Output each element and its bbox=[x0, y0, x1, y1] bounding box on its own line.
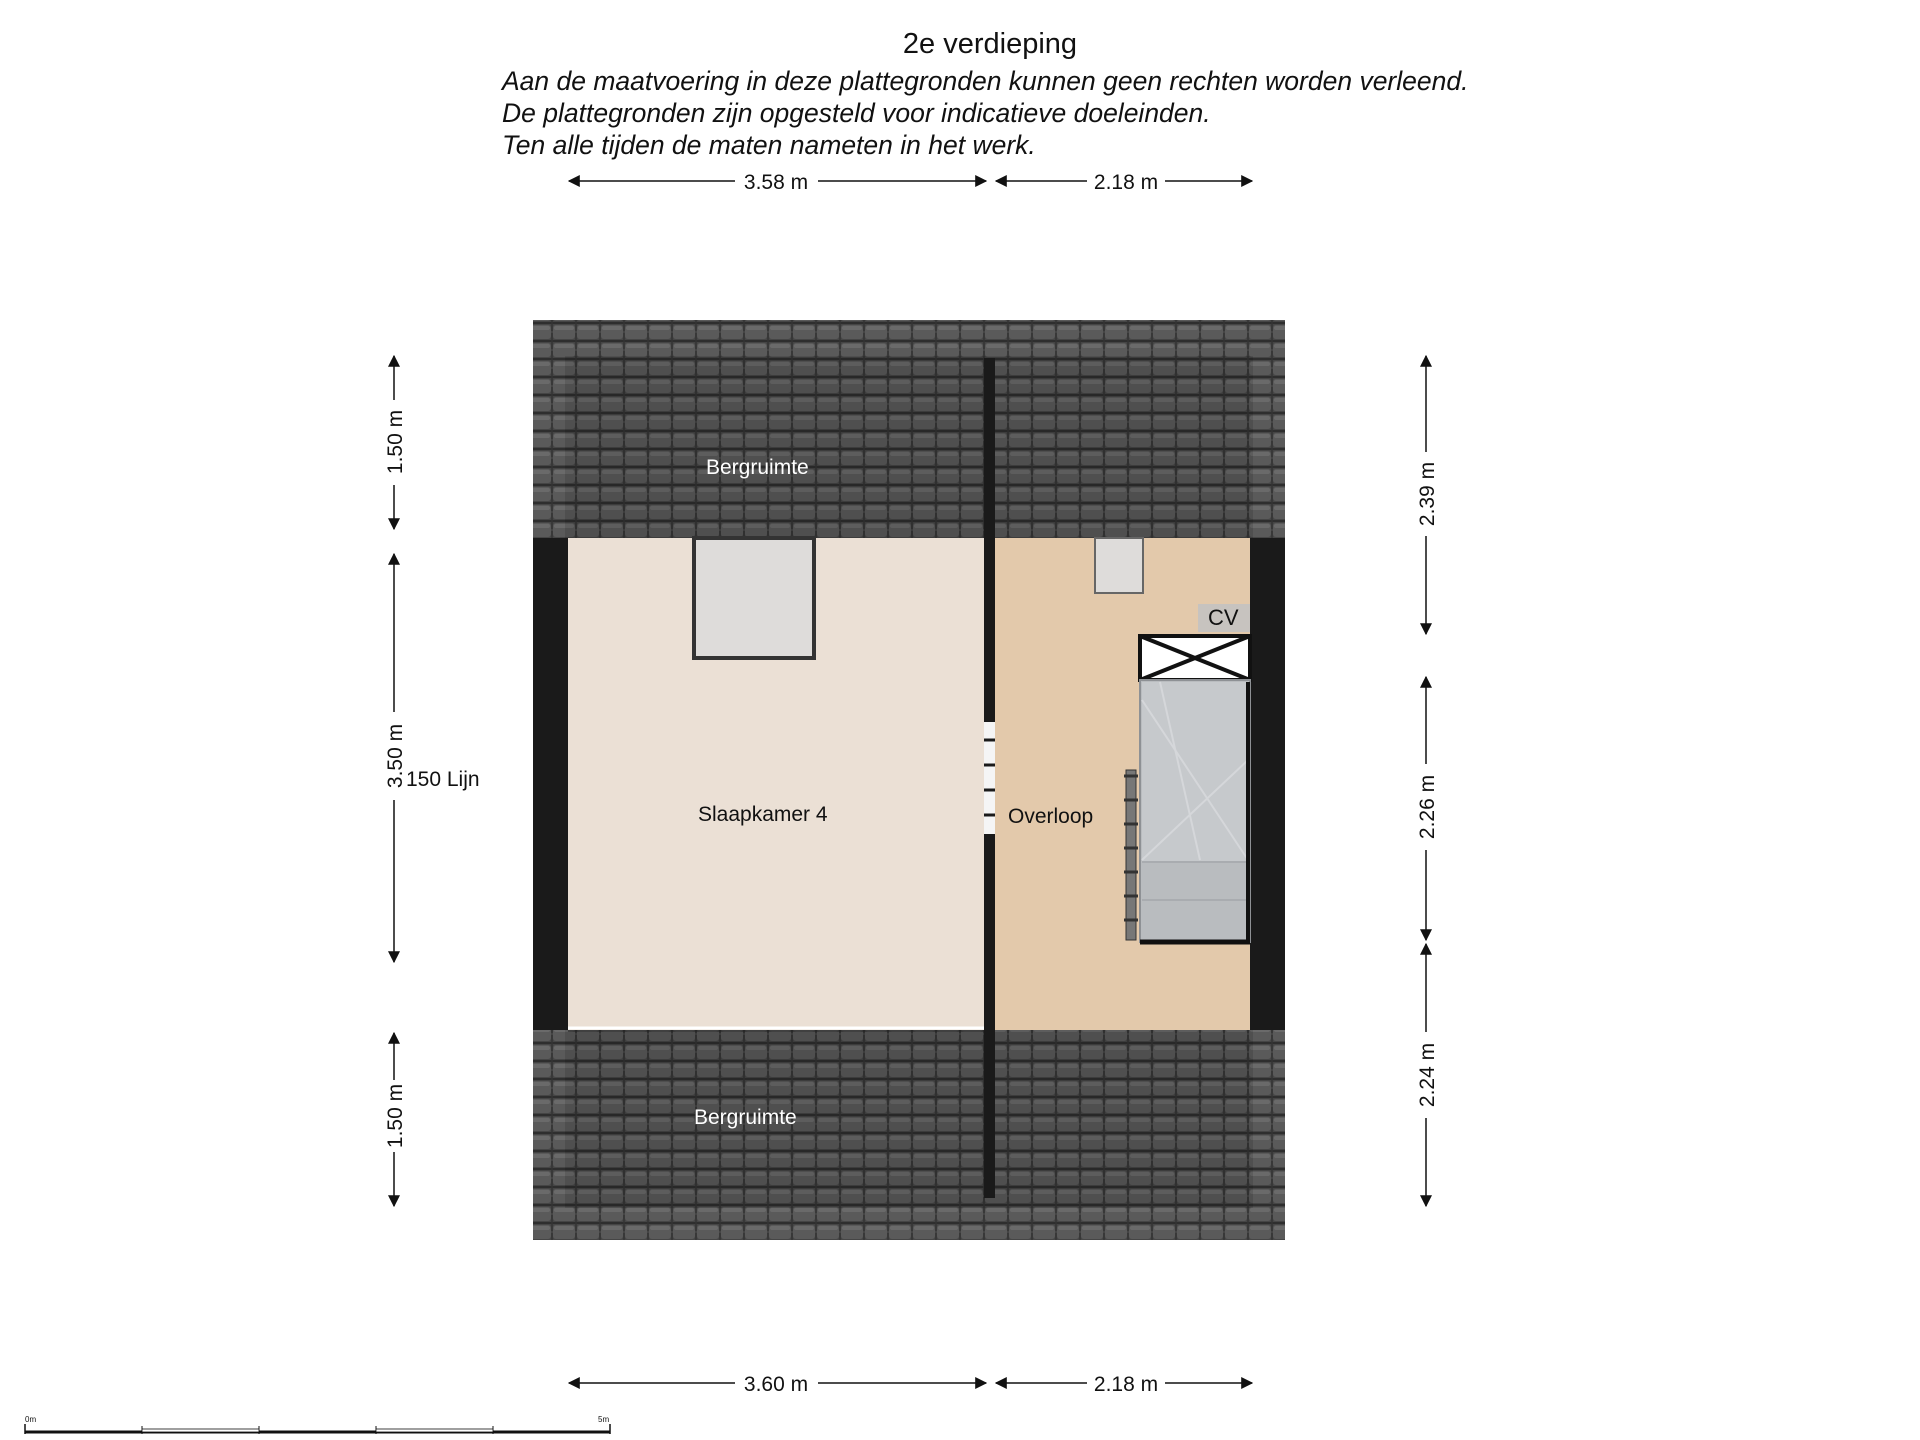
disclaimer-line-3: Ten alle tijden de maten nameten in het werk. bbox=[502, 130, 1036, 160]
dimension-right-2 bbox=[1416, 677, 1439, 940]
room-label-bedroom: Slaapkamer 4 bbox=[698, 803, 828, 826]
skylight-bedroom bbox=[694, 538, 814, 658]
dimension-left-1 bbox=[384, 356, 407, 529]
room-label-landing: Overloop bbox=[1008, 805, 1094, 828]
disclaimer-line-2: De plattegronden zijn opgesteld voor indicatieve doeleinden. bbox=[502, 98, 1211, 128]
dimension-right-3-label: 2.24 m bbox=[1416, 1042, 1439, 1108]
dimension-top-1-label: 3.58 m bbox=[743, 171, 809, 194]
scale-bar bbox=[25, 1415, 610, 1434]
dimension-left-2-label: 3.50 m bbox=[384, 723, 407, 789]
wall-right bbox=[1250, 538, 1285, 1030]
roof-bottom bbox=[533, 1030, 1285, 1240]
line-label: 150 Lijn bbox=[406, 768, 480, 791]
room-label-storage-top: Bergruimte bbox=[706, 456, 809, 479]
skylight-landing bbox=[1095, 538, 1143, 593]
dimension-top-1 bbox=[569, 171, 986, 194]
disclaimer-line-1: Aan de maatvoering in deze plattegronden kunnen geen rechten worden verleend. bbox=[502, 66, 1469, 96]
dimension-bottom-1-label: 3.60 m bbox=[743, 1373, 809, 1396]
dimension-bottom-1 bbox=[569, 1373, 986, 1396]
dimension-top-2-label: 2.18 m bbox=[1093, 171, 1159, 194]
dimension-left-1-label: 1.50 m bbox=[384, 409, 407, 475]
dimension-right-1 bbox=[1416, 356, 1439, 634]
scale-bar-end: 5m bbox=[598, 1415, 610, 1424]
cv-label: CV bbox=[1208, 605, 1239, 630]
dimension-top-2 bbox=[996, 171, 1252, 194]
dimension-left-3-label: 1.50 m bbox=[384, 1083, 407, 1149]
dimension-bottom-2 bbox=[996, 1373, 1252, 1396]
wall-left bbox=[533, 538, 568, 1030]
dimension-right-1-label: 2.39 m bbox=[1416, 461, 1439, 527]
staircase bbox=[1124, 680, 1250, 942]
dimension-right-2-label: 2.26 m bbox=[1416, 774, 1439, 840]
dimension-left-2 bbox=[384, 554, 407, 962]
scale-bar-start: 0m bbox=[25, 1415, 37, 1424]
dimension-left-3 bbox=[384, 1033, 407, 1206]
dimension-bottom-2-label: 2.18 m bbox=[1093, 1373, 1159, 1396]
roof-top bbox=[533, 320, 1285, 538]
room-label-storage-bottom: Bergruimte bbox=[694, 1106, 797, 1129]
dimension-right-3 bbox=[1416, 944, 1439, 1206]
page-title: 2e verdieping bbox=[902, 28, 1078, 60]
